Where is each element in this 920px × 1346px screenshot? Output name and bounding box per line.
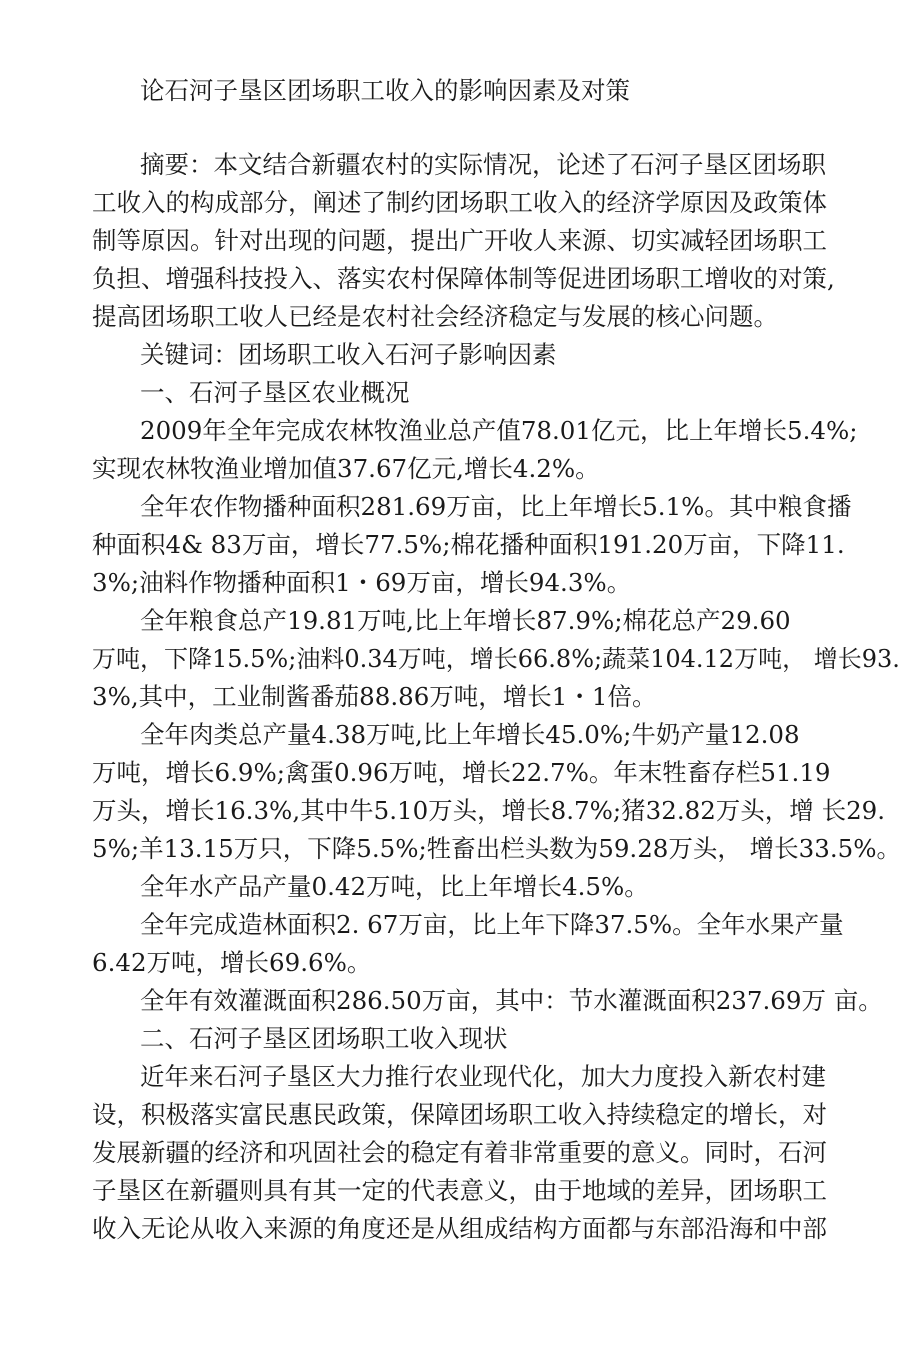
section-heading: 二、石河子垦区团场职工收入现状 xyxy=(140,1024,508,1053)
paragraph-line: 种面积4& 83万亩，增长77.5%;棉花播种面积191.20万亩，下降11. xyxy=(92,530,845,559)
paragraph-line: 实现农林牧渔业增加值37.67亿元,增长4.2%。 xyxy=(92,454,600,483)
abstract-line: 制等原因。针对出现的问题，提出广开收人来源、切实减轻团场职工 xyxy=(92,226,827,255)
keywords-line: 关键词：团场职工收入石河子影响因素 xyxy=(140,340,557,369)
section-heading: 一、石河子垦区农业概况 xyxy=(140,378,410,407)
abstract-line: 工收入的构成部分，阐述了制约团场职工收入的经济学原因及政策体 xyxy=(92,188,827,217)
paragraph-line: 设，积极落实富民惠民政策，保障团场职工收入持续稳定的增长，对 xyxy=(92,1100,827,1129)
paragraph-line: 全年农作物播种面积281.69万亩，比上年增长5.1%。其中粮食播 xyxy=(140,492,852,521)
paragraph-line: 全年粮食总产19.81万吨,比上年增长87.9%;棉花总产29.60 xyxy=(140,606,791,635)
paragraph-line: 万吨，下降15.5%;油料0.34万吨，增长66.8%;蔬菜104.12万吨， 增长93. xyxy=(92,645,900,673)
paragraph-line: 3%;油料作物播种面积1・69万亩，增长94.3%。 xyxy=(92,568,632,597)
document-title: 论石河子垦区团场职工收入的影响因素及对策 xyxy=(140,76,630,105)
paragraph-line: 全年水产品产量0.42万吨，比上年增长4.5%。 xyxy=(140,872,649,901)
paragraph-line: 全年肉类总产量4.38万吨,比上年增长45.0%;牛奶产量12.08 xyxy=(140,720,800,749)
paragraph-line: 5%;羊13.15万只，下降5.5%;牲畜出栏头数为59.28万头， 增长33.5%。 xyxy=(92,834,902,863)
abstract-line: 负担、增强科技投入、落实农村保障体制等促进团场职工增收的对策, xyxy=(92,264,835,293)
paragraph-line: 万吨，增长6.9%;禽蛋0.96万吨，增长22.7%。年末牲畜存栏51.19 xyxy=(92,758,831,787)
paragraph-line: 全年完成造林面积2. 67万亩，比上年下降37.5%。全年水果产量 xyxy=(140,910,844,939)
paragraph-line: 万头，增长16.3%,其中牛5.10万头，增长8.7%;猪32.82万头，增 长29. xyxy=(92,796,886,825)
paragraph-line: 近年来石河子垦区大力推行农业现代化，加大力度投入新农村建 xyxy=(140,1062,826,1091)
paragraph-line: 收入无论从收入来源的角度还是从组成结构方面都与东部沿海和中部 xyxy=(92,1214,827,1243)
paragraph-line: 全年有效灌溉面积286.50万亩，其中：节水灌溉面积237.69万 亩。 xyxy=(140,986,883,1015)
paragraph-line: 发展新疆的经济和巩固社会的稳定有着非常重要的意义。同时，石河 xyxy=(92,1138,827,1167)
paragraph-line: 子垦区在新疆则具有其一定的代表意义，由于地域的差异，团场职工 xyxy=(92,1176,827,1205)
paragraph-line: 3%,其中，工业制酱番茄88.86万吨，增长1・1倍。 xyxy=(92,682,657,711)
paragraph-line: 6.42万吨，增长69.6%。 xyxy=(92,948,372,977)
paragraph-line: 2009年全年完成农林牧渔业总产值78.01亿元，比上年增长5.4%; xyxy=(140,416,858,445)
abstract-line: 提高团场职工收人已经是农村社会经济稳定与发展的核心问题。 xyxy=(92,302,778,331)
abstract-line: 摘要：本文结合新疆农村的实际情况，论述了石河子垦区团场职 xyxy=(140,150,826,179)
